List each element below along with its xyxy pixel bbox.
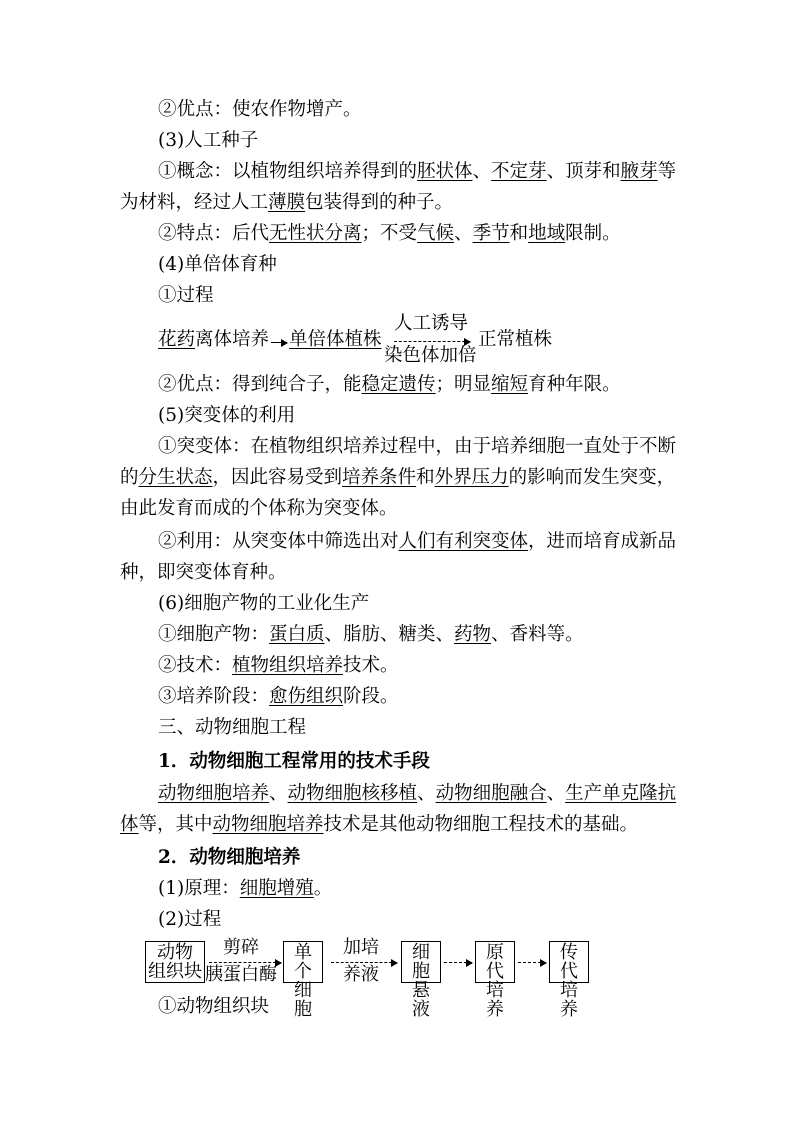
text-line: ②特点：后代无性状分离；不受气候、季节和地域限制。 [158, 223, 621, 244]
flow-end: 正常植株 [478, 329, 553, 350]
section-heading: (3)人工种子 [158, 130, 259, 151]
flow-arrow [271, 342, 287, 343]
flow-start: 花药 [158, 329, 196, 350]
text-line: ①动物组织块 [158, 996, 270, 1017]
text-line: ②利用：从突变体中筛选出对人们有利突变体，进而培育成新品 [158, 531, 677, 552]
arrow-condition-above: 剪碎 [223, 937, 259, 958]
section-heading: (2)过程 [158, 909, 222, 930]
flow-box-tissue: 动物 组织块 [145, 941, 205, 983]
section-heading: (6)细胞产物的工业化生产 [158, 593, 370, 614]
flow-step: 离体培养 [195, 329, 270, 350]
arrow-condition-below: 染色体加倍 [384, 345, 477, 366]
flow-box-primary: 原代 培养 [475, 941, 515, 983]
text-line: 为材料，经过人工薄膜包装得到的种子。 [120, 192, 454, 213]
flow-mid: 单倍体植株 [289, 329, 382, 350]
text-line: 的分生状态，因此容易受到培养条件和外界压力的影响而发生突变， [120, 467, 676, 488]
text-line: 种，即突变体育种。 [120, 562, 287, 583]
flow-arrow [209, 962, 281, 963]
text-line: 体等，其中动物细胞培养技术是其他动物细胞工程技术的基础。 [120, 814, 639, 835]
arrow-condition-below: 养液 [343, 964, 379, 985]
text-line: (1)原理：细胞增殖。 [158, 878, 333, 899]
section-heading: 1．动物细胞工程常用的技术手段 [158, 751, 430, 772]
text-line: 由此发育而成的个体称为突变体。 [120, 498, 398, 519]
text-line: ②优点：使农作物增产。 [158, 99, 362, 120]
haploid-breeding-flow [158, 312, 598, 372]
flow-arrow [444, 962, 472, 963]
text-line: ②优点：得到纯合子，能稳定遗传；明显缩短育种年限。 [158, 374, 621, 395]
section-heading: 三、动物细胞工程 [158, 717, 307, 738]
arrow-condition-above: 加培 [343, 937, 379, 958]
text-line: ①概念：以植物组织培养得到的胚状体、不定芽、顶芽和腋芽等 [158, 161, 677, 182]
text-line: ①细胞产物：蛋白质、脂肪、糖类、药物、香料等。 [158, 624, 584, 645]
section-heading: 2．动物细胞培养 [158, 847, 301, 868]
text-line: ②技术：植物组织培养技术。 [158, 655, 399, 676]
arrow-condition-below: 胰蛋白酶 [205, 964, 277, 985]
arrow-condition-above: 人工诱导 [394, 313, 469, 334]
flow-arrow [518, 962, 546, 963]
text-line: ①过程 [158, 285, 214, 306]
text-line: ①突变体：在植物组织培养过程中，由于培养细胞一直处于不断 [158, 436, 677, 457]
flow-arrow [331, 962, 397, 963]
section-heading: (5)突变体的利用 [158, 405, 296, 426]
flow-box-passage: 传代 培养 [549, 941, 589, 983]
text-line: ③培养阶段：愈伤组织阶段。 [158, 686, 399, 707]
text-line: 动物细胞培养、动物细胞核移植、动物细胞融合、生产单克隆抗 [158, 783, 677, 804]
section-heading: (4)单倍体育种 [158, 254, 277, 275]
flow-arrow [394, 341, 470, 342]
flow-box-cells: 单个 细胞 [283, 941, 323, 983]
flow-box-suspension: 细胞 悬液 [401, 941, 441, 983]
